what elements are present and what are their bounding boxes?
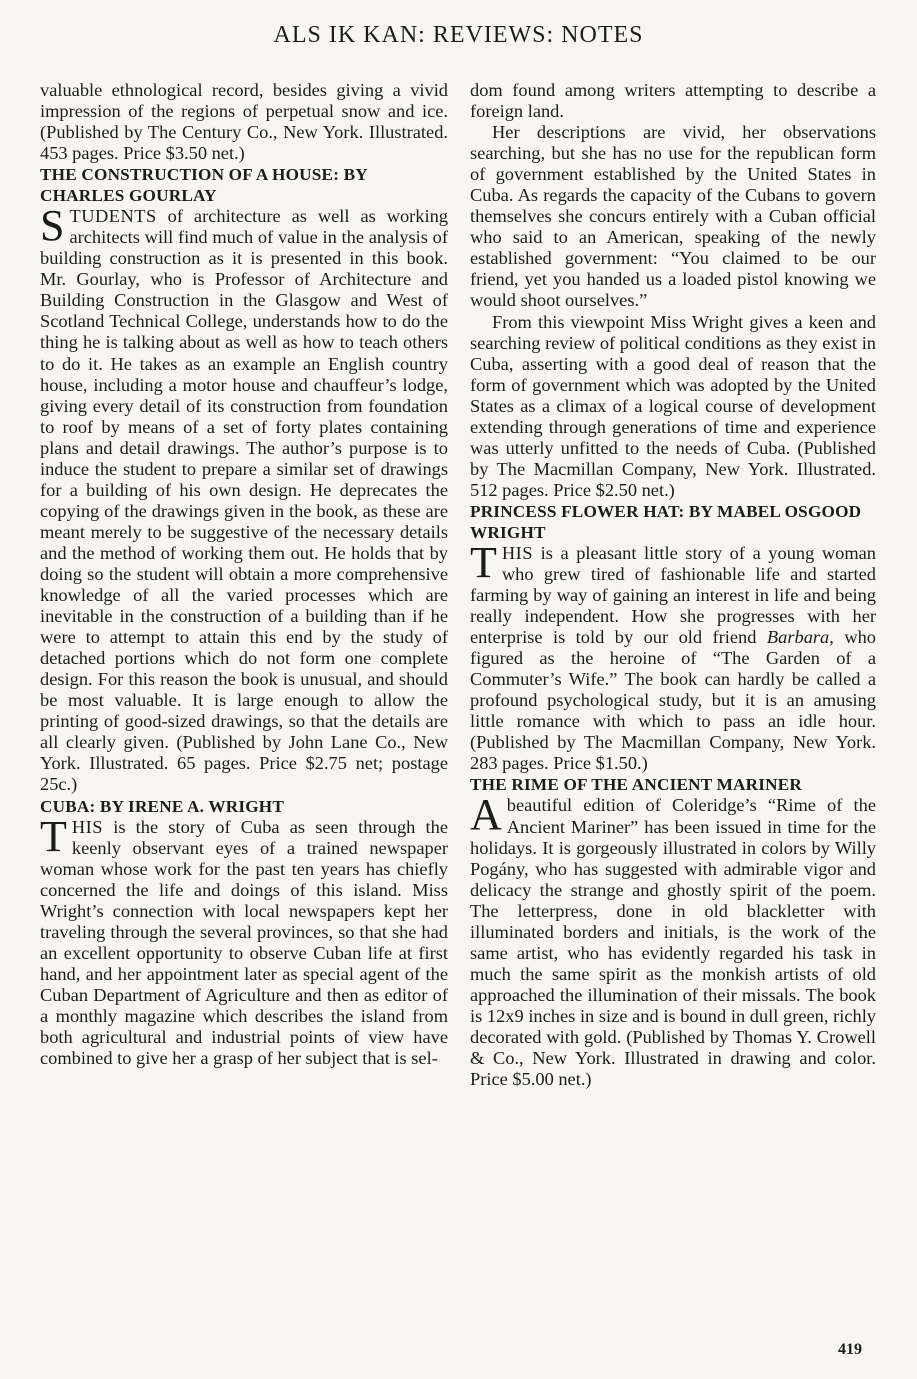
- review-body-princess-flower-hat: [470, 537, 876, 775]
- paragraph: From this viewpoint Miss Wright gives a keen and searching review of political conditions as they exist in Cuba, asserting with a good deal of reason that the form of government which was adopted by the United States as a climax of a logical course of development extending through generations of time and experience was utterly unfitted to the needs of Cuba. (Published by The Macmillan Company, New York. Illustrated. 512 pages. Price $2.50 net.): [470, 311, 876, 500]
- review-title-ancient-mariner: THE RIME OF THE ANCIENT MARINER: [470, 775, 803, 795]
- review-title-princess-flower-hat: PRINCESS FLOWER HAT: BY MABEL OSGOOD WRIGHT: [470, 501, 862, 542]
- right-column: [470, 80, 876, 1090]
- continued-paragraph: valuable ethnological record, besides giving a vivid impression of the regions of perpetual snow and ice. (Published by The Century Co., New York. Illustrated. 453 pages. Price $3.50 net.): [40, 80, 448, 164]
- review-body-cuba: [40, 811, 448, 1070]
- drop-cap: S: [40, 201, 65, 251]
- continued-paragraph: dom found among writers attempting to describe a foreign land.: [470, 80, 876, 122]
- page-number: 419: [838, 1341, 862, 1358]
- review-body-ancient-mariner: [470, 790, 876, 1090]
- running-header: ALS IK KAN: REVIEWS: NOTES: [273, 22, 644, 48]
- drop-cap: A: [470, 790, 502, 840]
- review-title-cuba: CUBA: BY IRENE A. WRIGHT: [40, 796, 285, 816]
- lead-word: HIS: [71, 816, 104, 837]
- italic-name: Barbara: [766, 627, 830, 648]
- review-title-construction: THE CONSTRUCTION OF A HOUSE: BY CHARLES GOURLAY: [40, 165, 368, 206]
- body-text: beautiful edition of Coleridge’s “Rime of the Ancient Mariner” has been issued in time for the holidays. It is gorgeously illustrated in colors by Willy Pogány, who has suggested with admirable vigor and delicacy the strange and ghostly spirit of the poem. The letterpress, done in old blackletter with illuminated borders and initials, is the work of the same artist, who has evidently regarded his task in much the same spirit as the monkish artists of old approached the illumination of their missals. The book is 12x9 inches in size and is bound in dull green, richly decorated with gold. (Published by Thomas Y. Crowell & Co., New York. Illustrated in drawing and color. Price $5.00 net.): [470, 795, 876, 1090]
- drop-cap: T: [40, 811, 67, 861]
- left-column: [40, 80, 448, 1069]
- drop-cap: T: [470, 537, 497, 587]
- body-text: , who figured as the heroine of “The Garden of a Commuter’s Wife.” The book can hardly be called a profound psychological study, but it is an amusing little romance with which to pass an idle hour. (Published by The Macmillan Company, New York. 283 pages. Price $1.50.): [470, 627, 876, 774]
- body-text: of architecture as well as working architects will find much of value in the analysis of building construction as it is presented in this book. Mr. Gourlay, who is Professor of Architecture and Building Construction in the Glasgow and West of Scotland Technical College, understands how to do the thing he is talking about as well as how to teach others to do it. He takes as an example an English country house, including a motor house and chauffeur’s lodge, giving every detail of its construction from foundation to roof by means of a set of forty plates containing plans and detail drawings. The author’s purpose is to induce the student to prepare a similar set of drawings for a building of his own design. He deprecates the copying of the drawings given in the book, as these are meant merely to be suggestive of the necessary details and the method of working them out. He holds that by doing so the student will obtain a more comprehensive knowledge of all the varied processes which are inevitable in the construction of a building than if he were to attempt to attain this end by the study of detached portions which do not form one complete design. For this reason the book is unusual, and should be most valuable. It is large enough to allow the printing of good-sized drawings, so that the details are all clearly given. (Published by John Lane Co., New York. Illustrated. 65 pages. Price $2.75 net; postage 25c.): [40, 206, 448, 795]
- lead-word: TUDENTS: [69, 206, 157, 227]
- body-text: is a pleasant little story of a young woman who grew tired of fashionable life and started farming by way of gaining an interest in life and being really independent. How she progresses with her enterprise is told by our old friend: [470, 542, 876, 648]
- paragraph: Her descriptions are vivid, her observations searching, but she has no use for the republican form of government established by the United States in Cuba. As regards the capacity of the Cubans to govern themselves she concurs entirely with a Cuban official who said to an American, speaking of the newly established government: “You claimed to be our friend, yet you handed us a loaded pistol knowing we would shoot ourselves.”: [470, 122, 876, 311]
- body-text: is the story of Cuba as seen through the keenly observant eyes of a trained newspaper woman whose work for the past ten years has chiefly concerned the life and doings of this island. Miss Wright’s connection with local newspapers kept her traveling through the several provinces, so that she had an excellent opportunity to observe Cuban life at first hand, and her appointment later as special agent of the Cuban Department of Agriculture and then as editor of a monthly magazine which describes the island from both agricultural and industrial points of view have combined to give her a grasp of her subject that is sel-: [40, 816, 448, 1069]
- lead-word: HIS: [501, 542, 534, 563]
- review-body-construction: [40, 201, 448, 795]
